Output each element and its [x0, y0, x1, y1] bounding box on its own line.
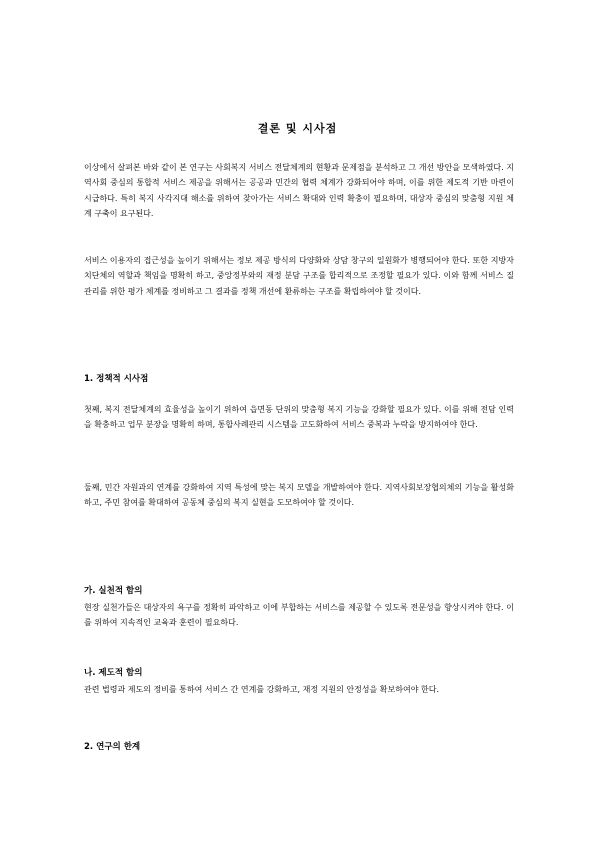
paragraph: 이상에서 살펴본 바와 같이 본 연구는 사회복지 서비스 전달체계의 현황과 문제점을 분석하고 그 개선 방안을 모색하였다. 지역사회 중심의 통합적 서비스 제공을 위해서는 공공과 민간의 협력 체계가 강화되어야 하며, 이를 위한 제도적 기반 마련이 시급하다. 특히 복지 사각지대 해소를 위하여 찾아가는 서비스 확대와 인력 확충이 필요하며, 대상자 중심의 맞춤형 지원 체계 구축이 요구된다. — [84, 163, 514, 219]
paragraph: 서비스 이용자의 접근성을 높이기 위해서는 정보 제공 방식의 다양화와 상담 창구의 일원화가 병행되어야 한다. 또한 지방자치단체의 역할과 책임을 명확히 하고, 중앙정부와의 재정 분담 구조를 합리적으로 조정할 필요가 있다. 이와 함께 서비스 질 관리를 위한 평가 체계를 정비하고 그 결과를 정책 개선에 환류하는 구조를 확립하여야 할 것이다. — [84, 256, 514, 296]
section-heading: 2. 연구의 한계 — [84, 742, 141, 752]
paragraph: 첫째, 복지 전달체계의 효율성을 높이기 위하여 읍면동 단위의 맞춤형 복지 기능을 강화할 필요가 있다. 이를 위해 전담 인력을 확충하고 업무 분장을 명확히 하며, 통합사례관리 시스템을 고도화하여 서비스 중복과 누락을 방지하여야 한다. — [84, 405, 514, 430]
page-title: 결론 및 시사점 — [257, 122, 338, 135]
section-heading: 1. 정책적 시사점 — [84, 374, 149, 384]
paragraph: 둘째, 민간 자원과의 연계를 강화하여 지역 특성에 맞는 복지 모델을 개발하여야 한다. 지역사회보장협의체의 기능을 활성화하고, 주민 참여를 확대하여 공동체 중심의 복지 실현을 도모하여야 할 것이다. — [84, 483, 514, 508]
paragraph: 현장 실천가들은 대상자의 욕구를 정확히 파악하고 이에 부합하는 서비스를 제공할 수 있도록 전문성을 향상시켜야 한다. 이를 위하여 지속적인 교육과 훈련이 필요하다. — [84, 603, 514, 628]
section-heading: 나. 제도적 함의 — [84, 668, 143, 678]
section-heading: 가. 실천적 함의 — [84, 586, 143, 596]
paragraph: 관련 법령과 제도의 정비를 통하여 서비스 간 연계를 강화하고, 재정 지원의 안정성을 확보하여야 한다. — [84, 685, 439, 694]
